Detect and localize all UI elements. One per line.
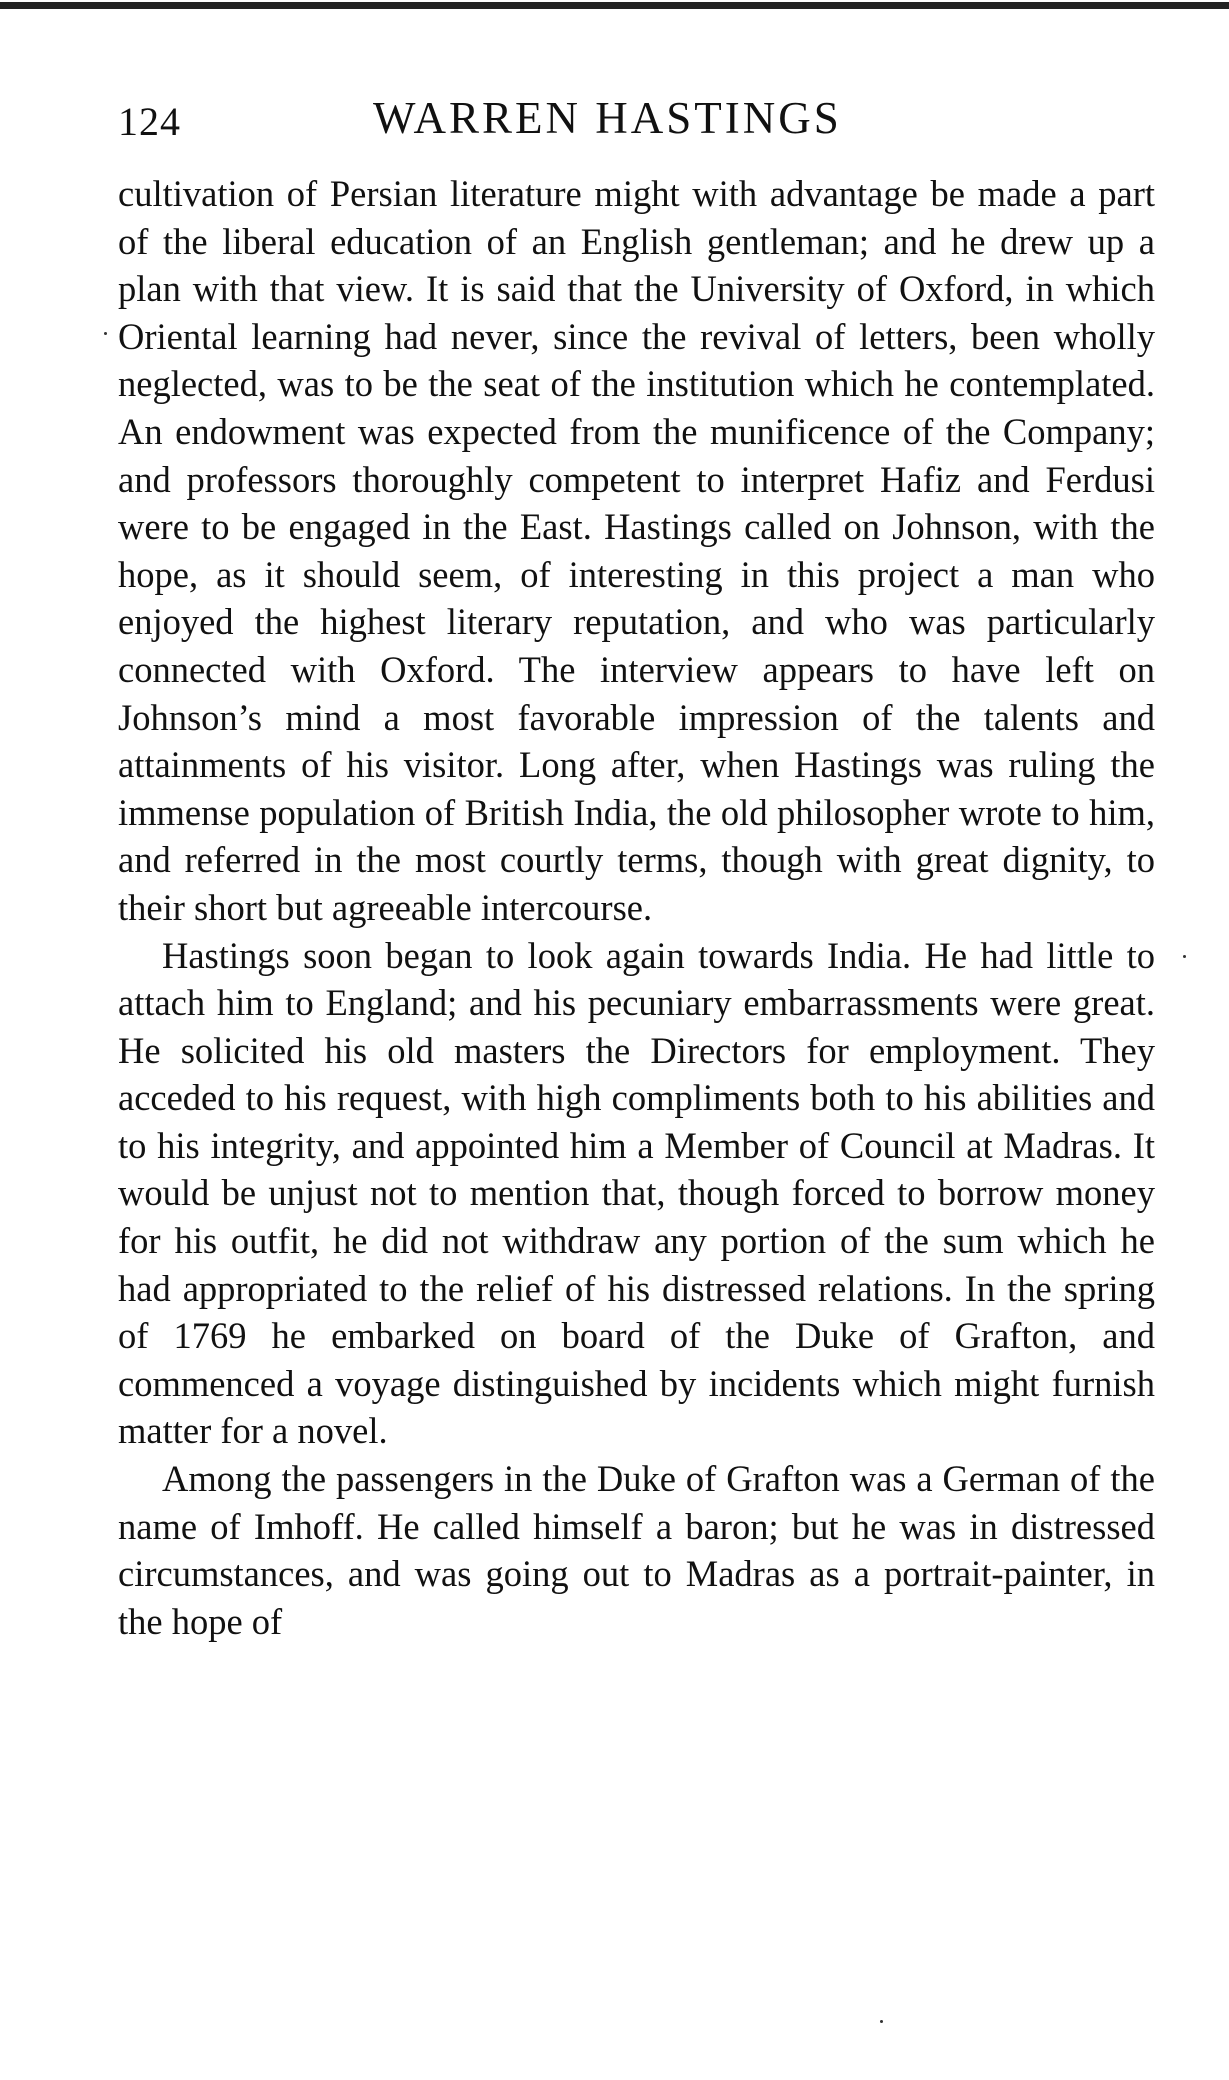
paragraph-2: Hastings soon began to look again towards India. He had little to attach him to England; and his pecuniary embarrassments were great. He solicited his old masters the Directors for employment. They acceded to his request, with high compliments both to his abilities and to his integrity, and appointed him a Member of Council at Madras. It would be unjust not to mention that, though forced to borrow money for his outfit, he did not withdraw any portion of the sum which he had appropriated to the relief of his distressed relations. In the spring of 1769 he embarked on board of the Duke of Grafton, and commenced a voyage distinguished by incidents which might furnish matter for a novel. [118,934,1155,1452]
paragraph-1: cultivation of Persian literature might with advantage be made a part of the liberal education of an English gentleman; and he drew up a plan with that view. It is said that the University of Oxford, in which Oriental learning had never, since the revival of letters, been wholly neglected, was to be the seat of the institution which he contemplated. An endowment was expected from the munificence of the Company; and professors thoroughly competent to interpret Hafiz and Ferdusi were to be engaged in the East. Hastings called on Johnson, with the hope, as it should seem, of interesting in this project a man who enjoyed the highest literary reputation, and who was particularly connected with Oxford. The interview appears to have left on Johnson’s mind a most favorable impression of the talents and attainments of his visitor. Long after, when Hastings was ruling the immense population of British India, the old philosopher wrote to him, and referred in the most courtly terms, though with great dignity, to their short but agreeable intercourse. [118,173,1155,928]
margin-speck [104,332,107,335]
running-head [118,92,1158,152]
running-title: WARREN HASTINGS [373,93,842,143]
body-text [118,170,1155,1645]
page-number: 124 [118,99,181,144]
margin-speck [1183,955,1186,958]
top-border-rule [0,0,1229,10]
paragraph-3: Among the passengers in the Duke of Grafton was a German of the name of Imhoff. He called himself a baron; but he was in distressed circumstances, and was going out to Madras as a portrait-painter, in the hope of [118,1458,1155,1642]
margin-speck [880,2020,883,2023]
